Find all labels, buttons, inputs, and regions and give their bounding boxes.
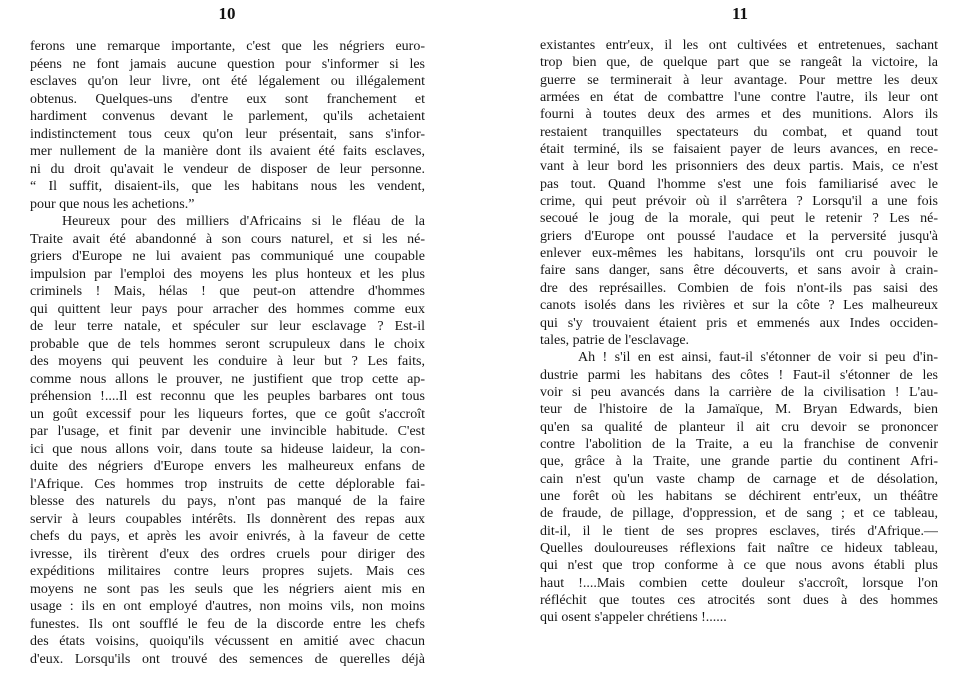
- text-line: réfléchit que toutes ces atrocités sont dues à des hommes: [540, 593, 938, 608]
- text-line: qu'en sa qualité de planteur il ait cru devoir se prononcer: [540, 419, 938, 435]
- text-line: de fraude, de pillage, d'oppression, et de sang ; et ce tableau,: [540, 506, 938, 522]
- text-line: funestes. Ils ont soufflé le feu de la discorde entre les chefs: [30, 616, 425, 632]
- text-line: haut !....Mais combien cette douleur s'accroît, lorsque l'on: [540, 575, 938, 591]
- text-line: guerre se terminerait à leur avantage. Pour mettre les deux: [540, 72, 938, 88]
- text-line: impulsion par l'emploi des moyens les plus honteux et les plus: [30, 266, 425, 282]
- text-line: blesse des naturels du pays, n'ont pas manqué de la faire: [30, 494, 425, 509]
- text-line: voir si peu avancés dans la carrière de la civilisation ! L'au-: [540, 384, 938, 400]
- text-line: un goût excessif pour les liqueurs fortes, que ce goût s'accroît: [30, 406, 425, 422]
- text-line: moyens ne sont pas les seuls que les négriers aient mis en: [30, 581, 425, 597]
- text-line: dre des représailles. Combien de fois n'ont-ils pas saisi des: [540, 280, 938, 296]
- paragraph: [30, 213, 425, 668]
- text-line: servir à leurs coupables intérêts. Ils donnèrent des repas aux: [30, 511, 425, 527]
- paragraph: [30, 38, 425, 213]
- text-line: chefs du pays, et après les avoir enivrés, à la faveur de cette: [30, 529, 425, 544]
- text-line: existantes entr'eux, il les ont cultivées et entretenues, sachant: [540, 38, 938, 53]
- text-line: vant à leur bord les prisonniers des deux partis. Mais, ce n'est: [540, 159, 938, 175]
- text-line: que, grâce à la Traite, une grande partie du continent Afri-: [540, 454, 938, 470]
- text-line: était terminé, ils se faisaient payer de leurs avances, en rece-: [540, 142, 938, 158]
- text-line: ivresse, ils tirèrent d'eux des ordres cruels pour diriger des: [30, 546, 425, 562]
- text-line: dit-il, il le tient de ses propres esclaves, tirés d'Afrique.—: [540, 523, 938, 539]
- text-line: esclaves qu'on leur livre, ont été légalement ou illégalement: [30, 74, 425, 89]
- paragraph: [540, 349, 938, 627]
- right-page: [490, 0, 980, 678]
- text-line: de leur terre natale, et spéculer sur leur esclavage ? Est-il: [30, 319, 425, 334]
- text-line: restaient tranquilles spectateurs du combat, et quand tout: [540, 124, 938, 140]
- text-line: ni du droit qu'avait le vendeur de disposer de leur personne.: [30, 161, 425, 177]
- text-line: secoué le joug de la morale, qui peut le retenir ? Les né-: [540, 211, 938, 227]
- paragraph: [540, 37, 938, 349]
- text-line: griers d'Europe ont poussé l'audace et la perversité jusqu'à: [540, 228, 938, 244]
- text-line: préhension !....Il est reconnu que les peuples barbares ont tous: [30, 389, 425, 404]
- text-line: l'Afrique. Ces hommes trop instruits de cette déplorable fai-: [30, 476, 425, 492]
- text-line: trop bien que, de quelque part que se rangeât la victoire, la: [540, 55, 938, 71]
- page-text-block: [30, 38, 425, 668]
- text-line: qui n'est que trop conforme à ce que nous avons établi plus: [540, 558, 938, 574]
- text-line: une forêt où les habitans se déchirent entr'eux, un théâtre: [540, 488, 938, 504]
- text-line: Ah ! s'il en est ainsi, faut-il s'étonner de voir si peu d'in-: [578, 350, 938, 366]
- text-line: enlever eux-mêmes les habitans, lorsqu'ils ont cru pouvoir le: [540, 246, 938, 262]
- text-line: obtenus. Quelques-uns d'entre eux sont franchement et: [30, 91, 425, 107]
- text-line: qui quittent leur pays pour arracher des hommes comme eux: [30, 301, 425, 317]
- text-line: péens ne font jamais aucune question pour s'informer si les: [30, 56, 425, 72]
- text-line: d'eux. Lorsqu'ils ont trouvé des semences de querelles déjà: [30, 651, 425, 667]
- text-line: ferons une remarque importante, c'est que les négriers euro-: [30, 39, 425, 54]
- text-line: par l'usage, et finit par devenir une invincible habitude. C'est: [30, 424, 425, 439]
- text-line: criminels ! Mais, hélas ! que peut-on attendre d'hommes: [30, 284, 425, 299]
- text-line: contre l'abolition de la Traite, a eu la franchise de convenir: [540, 436, 938, 452]
- text-line: probable que de tels hommes seront scrupuleux dans le choix: [30, 336, 425, 352]
- text-line: fourni à toutes deux des armes et des munitions. Alors ils: [540, 107, 938, 123]
- text-line: comme nous allons le prouver, ne justifient que trop cette ap-: [30, 371, 425, 387]
- text-line: usage : ils en ont employé d'autres, non moins vils, non moins: [30, 599, 425, 614]
- text-line: Heureux pour des milliers d'Africains si le fléau de la: [62, 214, 425, 229]
- text-line: des états voisins, quoiqu'ils vécussent en amitié avec chacun: [30, 634, 425, 649]
- text-line: des moyens qui peuvent les conduire à leur but ? Les faits,: [30, 354, 425, 369]
- text-line: indistinctement tous ceux qu'on leur présentait, sans s'infor-: [30, 126, 425, 142]
- text-line: qui s'y trouvaient étaient pris et emmenés aux Indes occiden-: [540, 315, 938, 331]
- text-line: qui osent s'appeler chrétiens !......: [540, 610, 727, 626]
- page-number: 11: [731, 4, 749, 23]
- text-line: griers d'Europe ne lui avaient pas communiqué une coupable: [30, 249, 425, 264]
- text-line: hardiment convenus devant le parlement, qu'ils achetaient: [30, 109, 425, 124]
- text-line: duite des négriers d'Europe envers les malheureux enfans de: [30, 459, 425, 474]
- text-line: canots isolés dans les rivières et sur la côte ? Les malheureux: [540, 298, 938, 314]
- text-line: pas tout. Quand l'homme s'est une fois familiarisé avec le: [540, 176, 938, 192]
- text-line: dustrie parmi les habitans des côtes ! Faut-il s'étonner de les: [540, 367, 938, 383]
- text-line: tales, patrie de l'esclavage.: [540, 332, 690, 348]
- text-line: Traite avait été abandonné à son cours naturel, et si les né-: [30, 231, 425, 247]
- text-line: faire sans danger, sans être découverts, et sans avoir à crain-: [540, 263, 938, 279]
- text-line: pour que nous les achetions.”: [30, 196, 195, 212]
- text-line: expéditions militaires contre leurs propres sujets. Mais ces: [30, 564, 425, 579]
- text-line: “ Il suffit, disaient-ils, que les habitans nous les vendent,: [30, 179, 425, 194]
- text-line: armées en état de combattre l'une contre l'autre, ils leur ont: [540, 90, 938, 106]
- text-line: Quelles douloureuses réflexions fait naître ce hideux tableau,: [540, 540, 938, 556]
- text-line: mer nullement de la manière dont ils avaient été faits esclaves,: [30, 144, 425, 159]
- page-number: 10: [218, 4, 236, 23]
- text-line: crime, qui peut prévoir où il s'arrêtera ? Lorsqu'il a une fois: [540, 194, 938, 210]
- text-line: cain n'est qu'un vaste champ de carnage et de désolation,: [540, 471, 938, 487]
- text-line: ici que nous allons voir, dans toute sa hideuse laideur, la con-: [30, 441, 425, 457]
- left-page: [0, 0, 470, 678]
- page-text-block: [540, 37, 938, 627]
- text-line: teur de l'histoire de la Jamaïque, M. Bryan Edwards, bien: [540, 402, 938, 418]
